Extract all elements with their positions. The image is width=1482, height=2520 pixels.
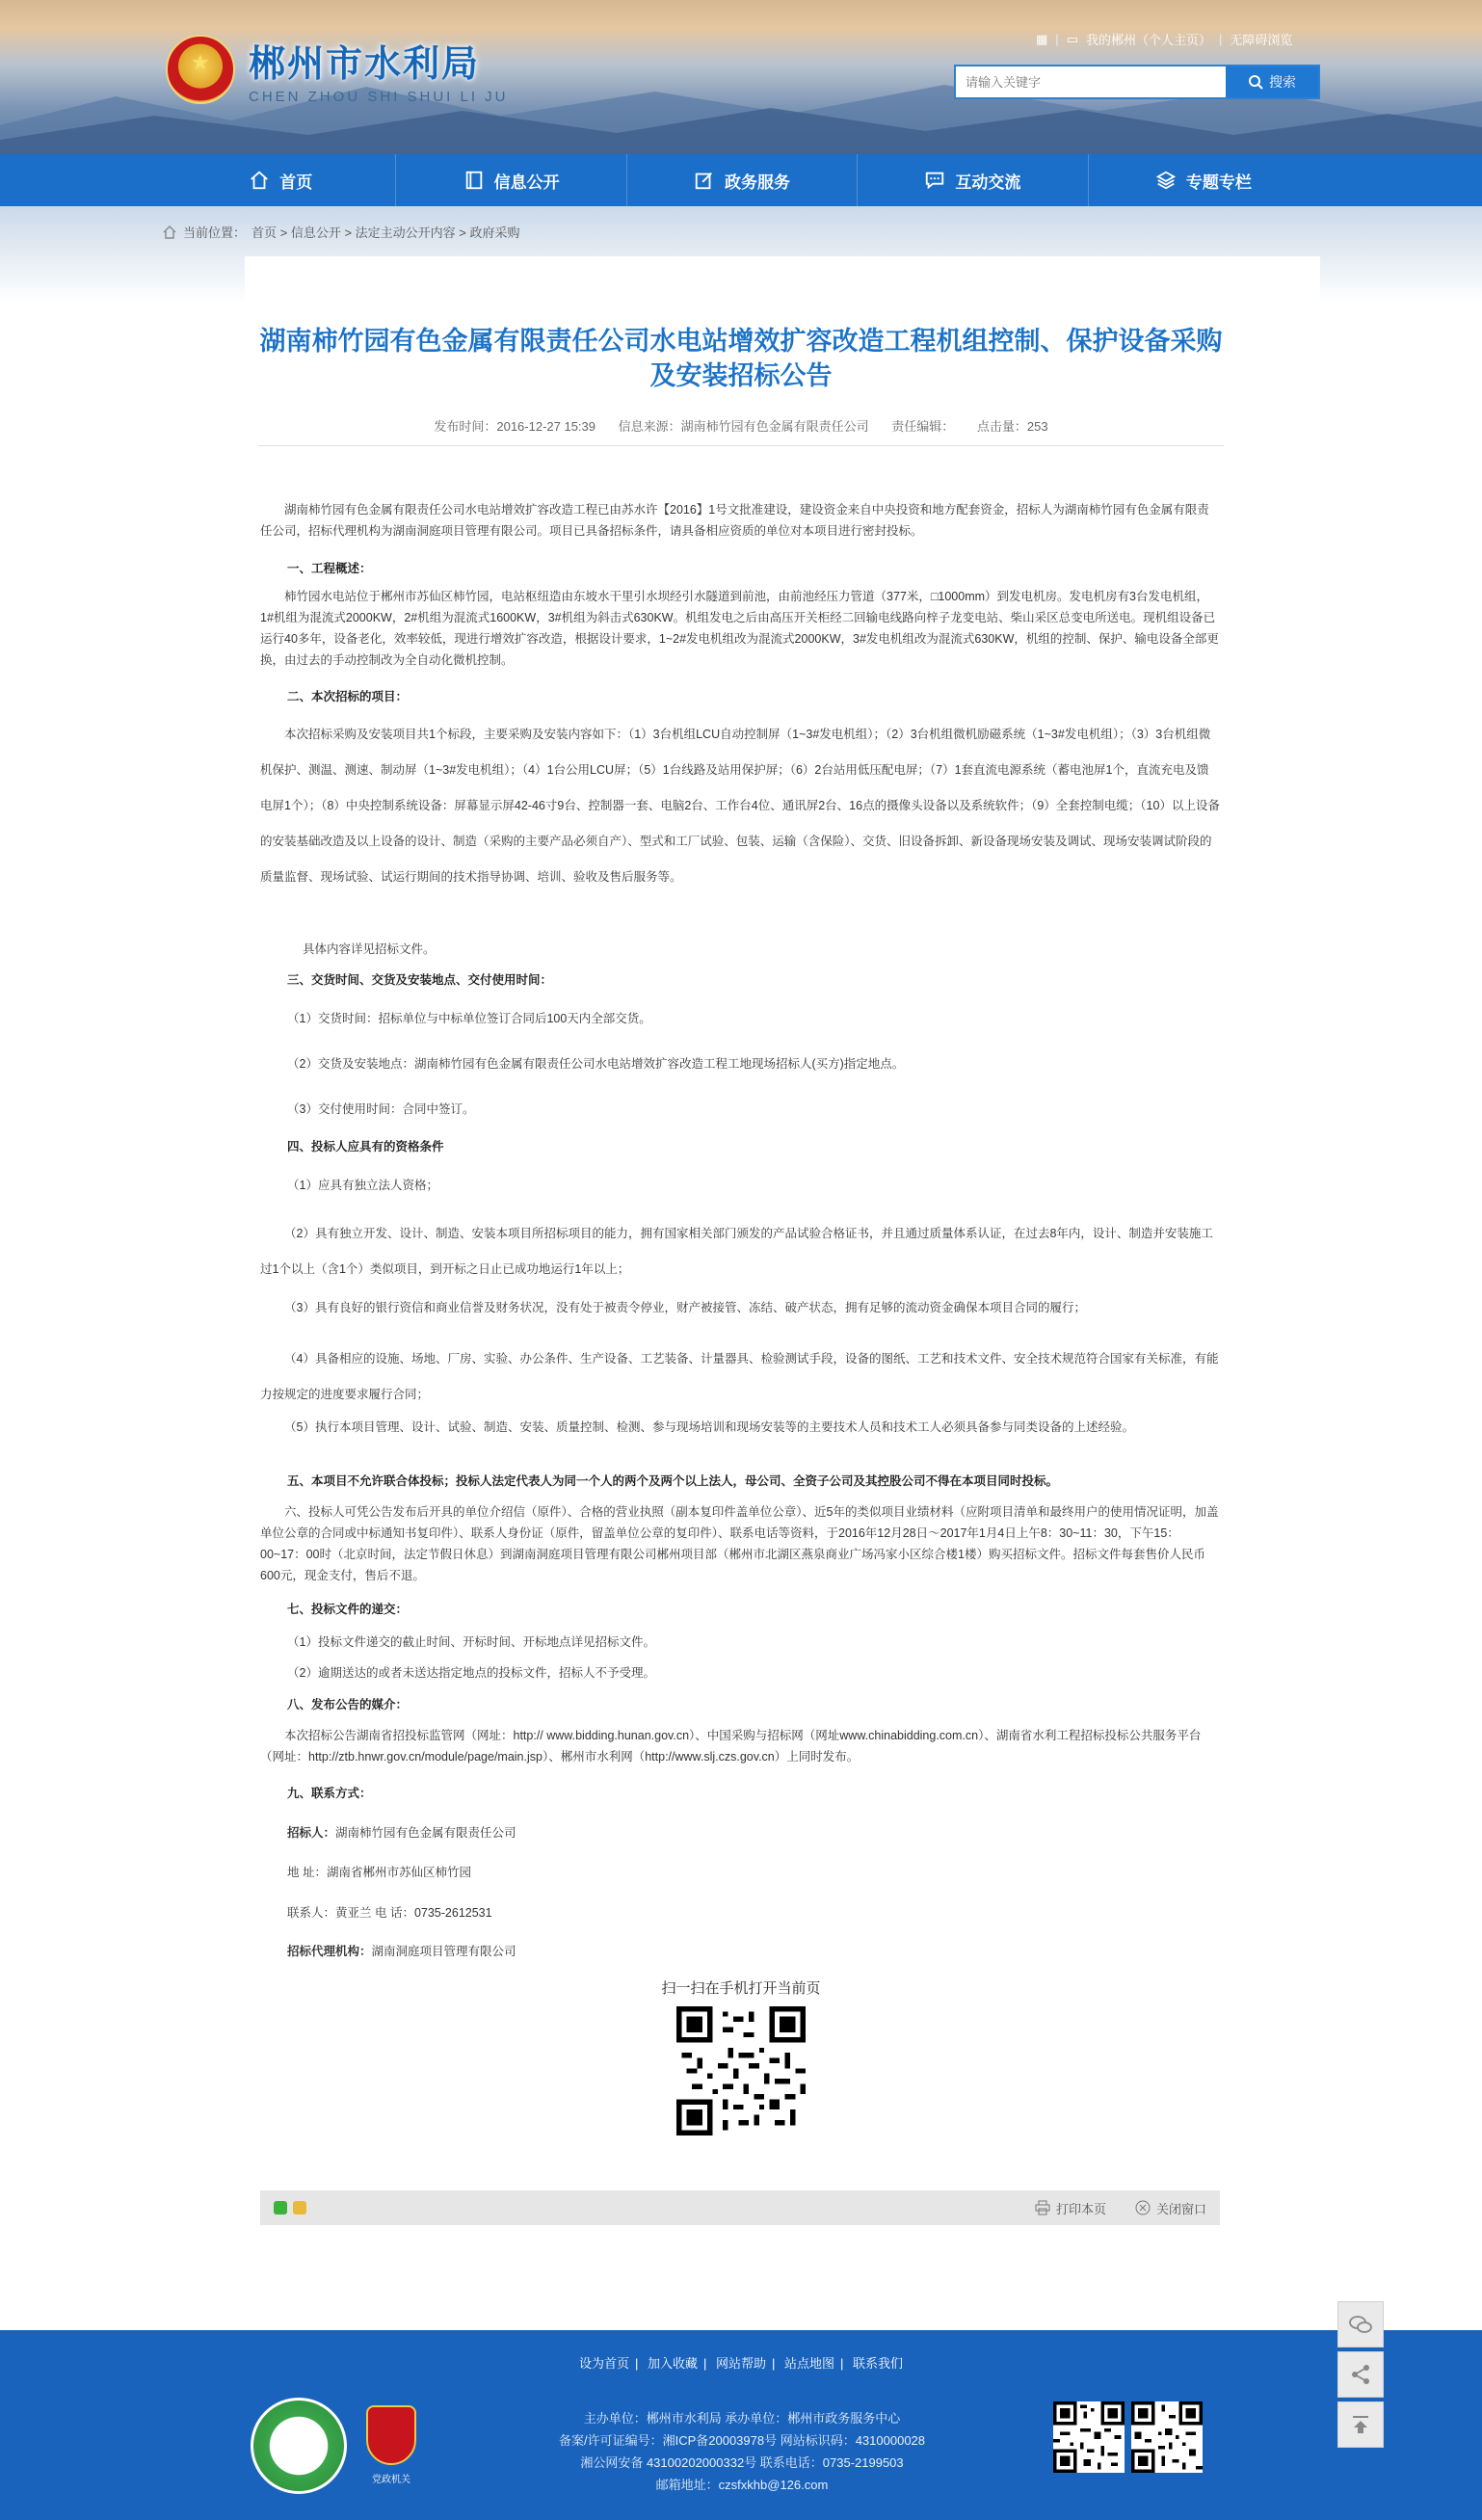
contact-agency-label: 招标代理机构：	[287, 1945, 372, 1958]
section-5-heading: 五、本项目不允许联合体投标；投标人法定代表人为同一个人的两个及两个以上法人，母公司、全资子公司及其控股公司不得在本项目同时投标。	[287, 1474, 1059, 1488]
nav-item-label: 互动交流	[955, 172, 1021, 192]
close-label: 关闭窗口	[1155, 2201, 1206, 2216]
grid-icon: ▦	[1036, 31, 1048, 46]
section-8-body: 本次招标公告湖南省招投标监管网（网址：http:// www.bidding.hunan.gov.cn）、中国采购与招标网（网址www.chinabidding.com.cn）、湖南省水利工程招标投标公共服务平台（网址：http://ztb.hnwr.gov.cn/module/page/main.jsp）、郴州市水利网（http://www.slj.czs.gov.cn）上同时发布。	[260, 1729, 1202, 1764]
party-gov-badge-icon[interactable]	[366, 2405, 416, 2465]
section-7-item-1: （1）投标文件递交的截止时间、开标时间、开标地点详见招标文件。	[287, 1635, 655, 1649]
layers-icon	[1155, 170, 1177, 191]
chat-icon	[924, 170, 945, 191]
side-tools	[1337, 2301, 1384, 2452]
nav-item-special-topics[interactable]	[1089, 154, 1318, 206]
section-1-heading: 一、工程概述：	[287, 562, 372, 575]
search-box	[954, 65, 1320, 99]
section-2-body: 本次招标采购及安装项目共1个标段，主要采购及安装内容如下：（1）3台机组LCU自动控制屏（1~3#发电机组）；（2）3台机组微机励磁系统（1~3#发电机组）；（3）3台机组微机保护、测温、测速、制动屏（1~3#发电机组）；（4）1台公用LCU屏；（5）1台线路及站用保护屏；（6）2台站用低压配电屏；（7）1套直流电源系统（蓄电池屏1个，直流充电及馈电屏1个）；（8）中央控制系统设备：屏幕显示屏42-46寸9台、控制器一套、电脑2台、工作台4位、通讯屏2台、16点的摄像头设备以及系统软件；（9）全套控制电缆；（10）以上设备的安装基础改造及以上设备的设计、制造（采购的主要产品必须自产）、型式和工厂试验、包装、运输（含保险）、交货、旧设备拆卸、新设备现场安装及调试、现场安装调试阶段的质量监督、现场试验、试运行期间的技术指导协调、培训、验收及售后服务等。	[260, 728, 1220, 884]
nav-item-info-disclosure[interactable]	[396, 154, 626, 206]
contact-address: 地 址：湖南省郴州市苏仙区柿竹园	[287, 1866, 471, 1879]
home-icon	[162, 225, 177, 240]
footer-icp: 备案/许可证编号：湘ICP备20003978号 网站标识码：4310000028	[558, 2433, 926, 2448]
nav-item-label: 首页	[279, 172, 313, 192]
section-4-heading: 四、投标人应具有的资格条件	[287, 1140, 444, 1154]
section-6-body: 六、投标人可凭公告发布后开具的单位介绍信（原件）、合格的营业执照（副本复印件盖单位公章）、近5年的类似项目业绩材料（应附项目清单和最终用户的使用情况证明，加盖单位公章的合同或中标通知书复印件）、联系人身份证（原件，留盖单位公章的复印件）、联系电话等资料，于2016年12月28日～2017年1月4日上午8：30~11：30，下午15：00~17：00时（北京时间，法定节假日休息）到湖南洞庭项目管理有限公司郴州项目部（郴州市北湖区燕泉商业广场冯家小区综合楼1楼）购买招标文件。招标文件每套售价人民币600元，现金支付，售后不退。	[260, 1505, 1219, 1582]
footer-link-favorite[interactable]: 加入收藏	[647, 2356, 698, 2371]
weibo-share-icon[interactable]	[293, 2201, 306, 2215]
site-name-en: CHEN ZHOU SHI SHUI LI JU	[249, 89, 509, 105]
article-meta	[258, 416, 1224, 435]
nav-item-home[interactable]	[166, 154, 396, 206]
arrow-up-icon	[1348, 2412, 1373, 2437]
page-qr-code	[676, 2006, 806, 2135]
home-icon	[249, 170, 270, 191]
article-intro: 湖南柿竹园有色金属有限责任公司水电站增效扩容改造工程已由苏水许【2016】1号文批准建设，建设资金来自中央投资和地方配套资金，招标人为湖南柿竹园有色金属有限责任公司，招标代理机构为湖南洞庭项目管理有限公司。项目已具备招标条件，请具备相应资质的单位对本项目进行密封投标。	[260, 503, 1209, 538]
section-7-heading: 七、投标文件的递交：	[287, 1603, 409, 1616]
click-count: 点击量：253	[976, 419, 1048, 434]
wechat-share-icon[interactable]	[274, 2201, 287, 2215]
breadcrumb	[162, 223, 519, 241]
nav-item-gov-service[interactable]	[627, 154, 858, 206]
site-header	[0, 0, 1482, 154]
section-3-heading: 三、交货时间、交货及安装地点、交付使用时间：	[287, 973, 553, 987]
wechat-side-button[interactable]	[1337, 2301, 1384, 2348]
section-3-item-2: （2）交货及安装地点：湖南柿竹园有色金属有限责任公司水电站增效扩容改造工程工地现场招标人(买方)指定地点。	[287, 1057, 905, 1071]
wechat-icon	[1348, 2312, 1373, 2337]
footer-qr-code-2	[1131, 2401, 1203, 2473]
footer-link-set-home[interactable]: 设为首页	[578, 2356, 629, 2371]
print-label: 打印本页	[1055, 2201, 1106, 2216]
contact-agency-value: 湖南洞庭项目管理有限公司	[371, 1945, 516, 1958]
breadcrumb-prefix: 当前位置：	[183, 225, 247, 240]
footer-links: 设为首页 | 加入收藏 | 网站帮助 | 站点地图 | 联系我们	[578, 2356, 904, 2371]
nav-item-label: 信息公开	[493, 172, 560, 192]
section-7-item-2: （2）逾期送达的或者未送达指定地点的投标文件，招标人不予受理。	[287, 1666, 655, 1680]
footer-link-sitemap[interactable]: 站点地图	[784, 2356, 835, 2371]
search-input[interactable]	[956, 66, 1226, 97]
nav-item-label: 政务服务	[725, 172, 791, 192]
edit-icon	[694, 170, 715, 191]
footer-police: 湘公网安备 43100202000332号 联系电话：0735-2199503	[580, 2455, 904, 2470]
footer-sponsor: 主办单位：郴州市水利局 承办单位：郴州市政务服务中心	[583, 2411, 901, 2426]
accessibility-link[interactable]: 无障碍浏览	[1230, 33, 1293, 47]
section-3-item-3: （3）交付使用时间：合同中签订。	[287, 1102, 475, 1116]
editor: 责任编辑：	[891, 419, 955, 434]
share-buttons	[274, 2201, 306, 2215]
search-button-label: 搜索	[1269, 74, 1296, 90]
contact-tenderer-value: 湖南柿竹园有色金属有限责任公司	[335, 1826, 516, 1840]
section-9-heading: 九、联系方式：	[287, 1787, 372, 1800]
section-2-tail: 具体内容详见招标文件。	[303, 942, 436, 956]
share-icon	[1348, 2362, 1373, 2387]
section-8-heading: 八、发布公告的媒介：	[287, 1698, 409, 1711]
search-button[interactable]	[1226, 66, 1318, 97]
info-source: 信息来源：湖南柿竹园有色金属有限责任公司	[618, 419, 869, 434]
footer-email: 邮箱地址：czsfxkhb@126.com	[655, 2478, 829, 2492]
section-1-body: 柿竹园水电站位于郴州市苏仙区柿竹园，电站枢纽造由东坡水干里引水坝经引水隧道到前池，由前池经压力管道（377米，□1000mm）到发电机房。发电机房有3台发电机组，1#机组为混流式2000KW，2#机组为混流式1600KW，3#机组为斜击式630KW。机组发电之后由高压开关柜经二回输电线路向梓子龙变电站、柴山采区总变电所送电。现机组设备已运行40多年，设备老化，效率较低，现进行增效扩容改造，根据设计要求，1~2#发电机组改为混流式2000KW，3#发电机组改为混流式630KW，机组的控制、保护、输电设备全部更换，由过去的手动控制改为全自动化微机控制。	[260, 590, 1219, 667]
contact-tenderer-label: 招标人：	[287, 1826, 336, 1840]
article-title: 湖南柿竹园有色金属有限责任公司水电站增效扩容改造工程机组控制、保护设备采购及安装招标公告	[259, 327, 1223, 391]
share-side-button[interactable]	[1337, 2351, 1384, 2398]
article-toolbar	[260, 2190, 1220, 2225]
book-icon	[463, 170, 485, 191]
nav-item-interaction[interactable]	[858, 154, 1088, 206]
footer-link-help[interactable]: 网站帮助	[715, 2356, 766, 2371]
section-4-item-3: （3）具有良好的银行资信和商业信誉及财务状况，没有处于被责令停业，财产被接管、冻结、破产状态，拥有足够的流动资金确保本项目合同的履行；	[284, 1301, 1086, 1314]
my-chenzhou-link[interactable]: 我的郴州（个人主页）	[1085, 33, 1211, 47]
nav-item-label: 专题专栏	[1185, 172, 1252, 192]
publish-date: 发布时间：2016-12-27 15:39	[434, 419, 596, 434]
section-2-heading: 二、本次招标的项目：	[287, 690, 409, 703]
meta-divider	[258, 445, 1224, 446]
contact-agency	[287, 1942, 1247, 1959]
monitor-icon: ▭	[1066, 31, 1078, 46]
section-4-item-5: （5）执行本项目管理、设计、试验、制造、安装、质量控制、检测、参与现场培训和现场安装等的主要技术人员和技术工人必须具备参与同类设备的上述经验。	[284, 1420, 1134, 1434]
main-nav	[0, 154, 1482, 206]
party-gov-badge-label: 党政机关	[372, 2475, 410, 2485]
national-emblem-icon	[166, 35, 235, 104]
section-4-item-4: （4）具备相应的设施、场地、厂房、实验、办公条件、生产设备、工艺装备、计量器具、检验测试手段，设备的图纸、工艺和技术文件、安全技术规范符合国家有关标准，有能力按规定的进度要求履行合同；	[260, 1352, 1219, 1401]
qr-caption: 扫一扫在手机打开当前页	[661, 1980, 821, 1997]
contact-tenderer	[287, 1823, 1247, 1841]
print-button[interactable]	[1035, 2199, 1106, 2217]
gov-site-badge-icon[interactable]	[251, 2398, 347, 2494]
breadcrumb-path[interactable]: 首页 > 信息公开 > 法定主动公开内容 > 政府采购	[251, 225, 520, 240]
footer-info	[482, 2407, 1002, 2496]
contact-person: 联系人：黄亚兰 电 话：0735-2612531	[287, 1906, 492, 1920]
section-3-item-1: （1）交货时间：招标单位与中标单位签订合同后100天内全部交货。	[287, 1012, 651, 1025]
close-window-button[interactable]	[1135, 2199, 1206, 2217]
printer-icon	[1035, 2200, 1050, 2215]
top-links: ▦ | ▭ 我的郴州（个人主页） | 无障碍浏览	[1036, 31, 1293, 47]
back-to-top-button[interactable]	[1337, 2401, 1384, 2448]
section-4-item-1: （1）应具有独立法人资格；	[287, 1179, 438, 1192]
footer-qr-code-1	[1053, 2401, 1125, 2473]
site-logo[interactable]	[166, 34, 509, 105]
footer-link-contact[interactable]: 联系我们	[853, 2356, 904, 2371]
close-icon	[1135, 2200, 1151, 2215]
site-name-cn: 郴州市水利局	[249, 42, 481, 85]
section-4-item-2: （2）具有独立开发、设计、制造、安装本项目所招标项目的能力，拥有国家相关部门颁发的产品试验合格证书，并且通过质量体系认证，在过去8年内，设计、制造并安装施工过1个以上（含1个）类似项目，到开标之日止已成功地运行1年以上；	[260, 1227, 1213, 1276]
search-icon	[1248, 74, 1263, 90]
site-footer	[0, 2330, 1482, 2520]
